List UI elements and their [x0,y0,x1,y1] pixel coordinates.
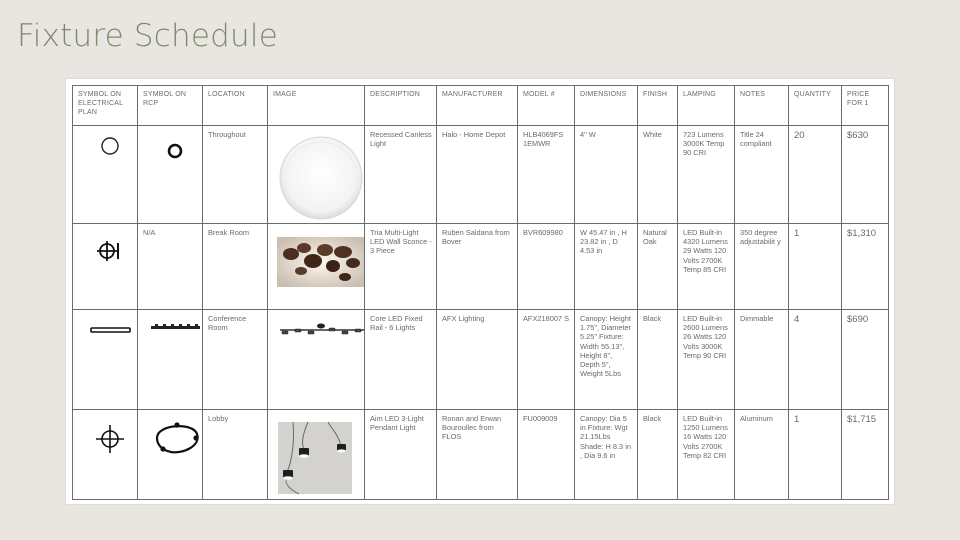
finish-cell: White [638,126,678,224]
description-cell: Tria Multi-Light LED Wall Sconce - 3 Piece [365,224,437,310]
quantity-cell: 4 [789,310,842,410]
quantity-cell: 20 [789,126,842,224]
small-bold-circle-icon [143,130,203,224]
dimensions-cell: W 45.47 in , H 23.82 in , D 4.53 in [575,224,638,310]
notes-cell: Title 24 compliant [735,126,789,224]
dimensions-cell: Canopy: Dia 5 in Fixture: Wgt 21.15Lbs Shade: H 8.3 in , Dia 9.6 in [575,410,638,500]
header-notes: NOTES [735,86,789,126]
elec-symbol-cell [73,224,138,310]
header-row [73,86,889,126]
header-image: IMAGE [268,86,365,126]
model-cell: HLB4069FS 1EMWR [518,126,575,224]
description-cell: Aim LED 3-Light Pendant Light [365,410,437,500]
lamping-cell: LED Built-in 1250 Lumens 16 Watts 120 Volts 2700K Temp 82 CRI [678,410,735,500]
table-row [73,410,889,500]
location-cell: Break Room [203,224,268,310]
header-finish: FINISH [638,86,678,126]
pendant-loop-symbol-icon [143,414,203,500]
price-cell: $1,310 [842,224,889,310]
notes-cell: Aluminum [735,410,789,500]
aim-pendant-light-image [273,414,365,500]
tria-wall-sconce-image [273,228,365,310]
header-lamping: LAMPING [678,86,735,126]
crosshair-pendant-symbol-icon [78,414,138,500]
header-symbol-rcp: SYMBOL ON RCP [138,86,203,126]
dimensions-cell: 4" W [575,126,638,224]
lamping-cell: LED Built-in 4320 Lumens 29 Watts 120 Volts 2700K Temp 85 CRI [678,224,735,310]
dimensions-cell: Canopy: Height 1.75", Diameter 5.25" Fixture: Width 55.13", Height 8", Depth 5", Weight 5Lbs [575,310,638,410]
description-cell: Recessed Canless Light [365,126,437,224]
table-row [73,310,889,410]
location-cell: Conference Room [203,310,268,410]
linear-rail-symbol-icon [78,314,138,410]
lamping-cell: LED Built-in 2600 Lumens 26 Watts 120 Volts 3000K Temp 90 CRI [678,310,735,410]
header-manufacturer: MANUFACTURER [437,86,518,126]
image-cell [268,224,365,310]
recessed-round-panel-light-image [273,130,365,224]
notes-cell: Dimmable [735,310,789,410]
header-quantity: QUANTITY [789,86,842,126]
rcp-symbol-cell [138,126,203,224]
image-cell [268,126,365,224]
page-title: Fixture Schedule [17,18,278,54]
table-row [73,224,889,310]
manufacturer-cell: Halo - Home Depot [437,126,518,224]
image-cell [268,310,365,410]
price-cell: $690 [842,310,889,410]
location-cell: Lobby [203,410,268,500]
model-cell: FU009009 [518,410,575,500]
lamping-cell: 723 Lumens 3000K Temp 90 CRI [678,126,735,224]
quantity-cell: 1 [789,224,842,310]
manufacturer-cell: AFX Lighting [437,310,518,410]
rcp-symbol-cell [138,310,203,410]
fixture-schedule-sheet [66,79,894,504]
header-price: PRICE FOR 1 [842,86,889,126]
header-model: MODEL # [518,86,575,126]
fixed-rail-six-lights-image [273,314,365,410]
quantity-cell: 1 [789,410,842,500]
header-description: DESCRIPTION [365,86,437,126]
rcp-symbol-cell [138,410,203,500]
price-cell: $1,715 [842,410,889,500]
manufacturer-cell: Ronan and Erwan Bouroullec from FLOS [437,410,518,500]
rcp-symbol-cell: N/A [138,224,203,310]
model-cell: AFX218007 S [518,310,575,410]
model-cell: BVR609980 [518,224,575,310]
fixture-schedule-table [72,85,889,500]
elec-symbol-cell [73,310,138,410]
elec-symbol-cell [73,410,138,500]
rail-with-heads-symbol-icon [143,314,203,410]
finish-cell: Natural Oak [638,224,678,310]
manufacturer-cell: Ruben Saldana from Bover [437,224,518,310]
price-cell: $630 [842,126,889,224]
header-symbol-electrical: SYMBOL ON ELECTRICAL PLAN [73,86,138,126]
header-location: LOCATION [203,86,268,126]
image-cell [268,410,365,500]
description-cell: Core LED Fixed Rail - 6 Lights [365,310,437,410]
header-dimensions: DIMENSIONS [575,86,638,126]
finish-cell: Black [638,310,678,410]
location-cell: Throughout [203,126,268,224]
finish-cell: Black [638,410,678,500]
wall-sconce-symbol-icon [78,228,138,310]
open-circle-icon [78,130,138,224]
notes-cell: 350 degree adjustabilit y [735,224,789,310]
table-row [73,126,889,224]
elec-symbol-cell [73,126,138,224]
